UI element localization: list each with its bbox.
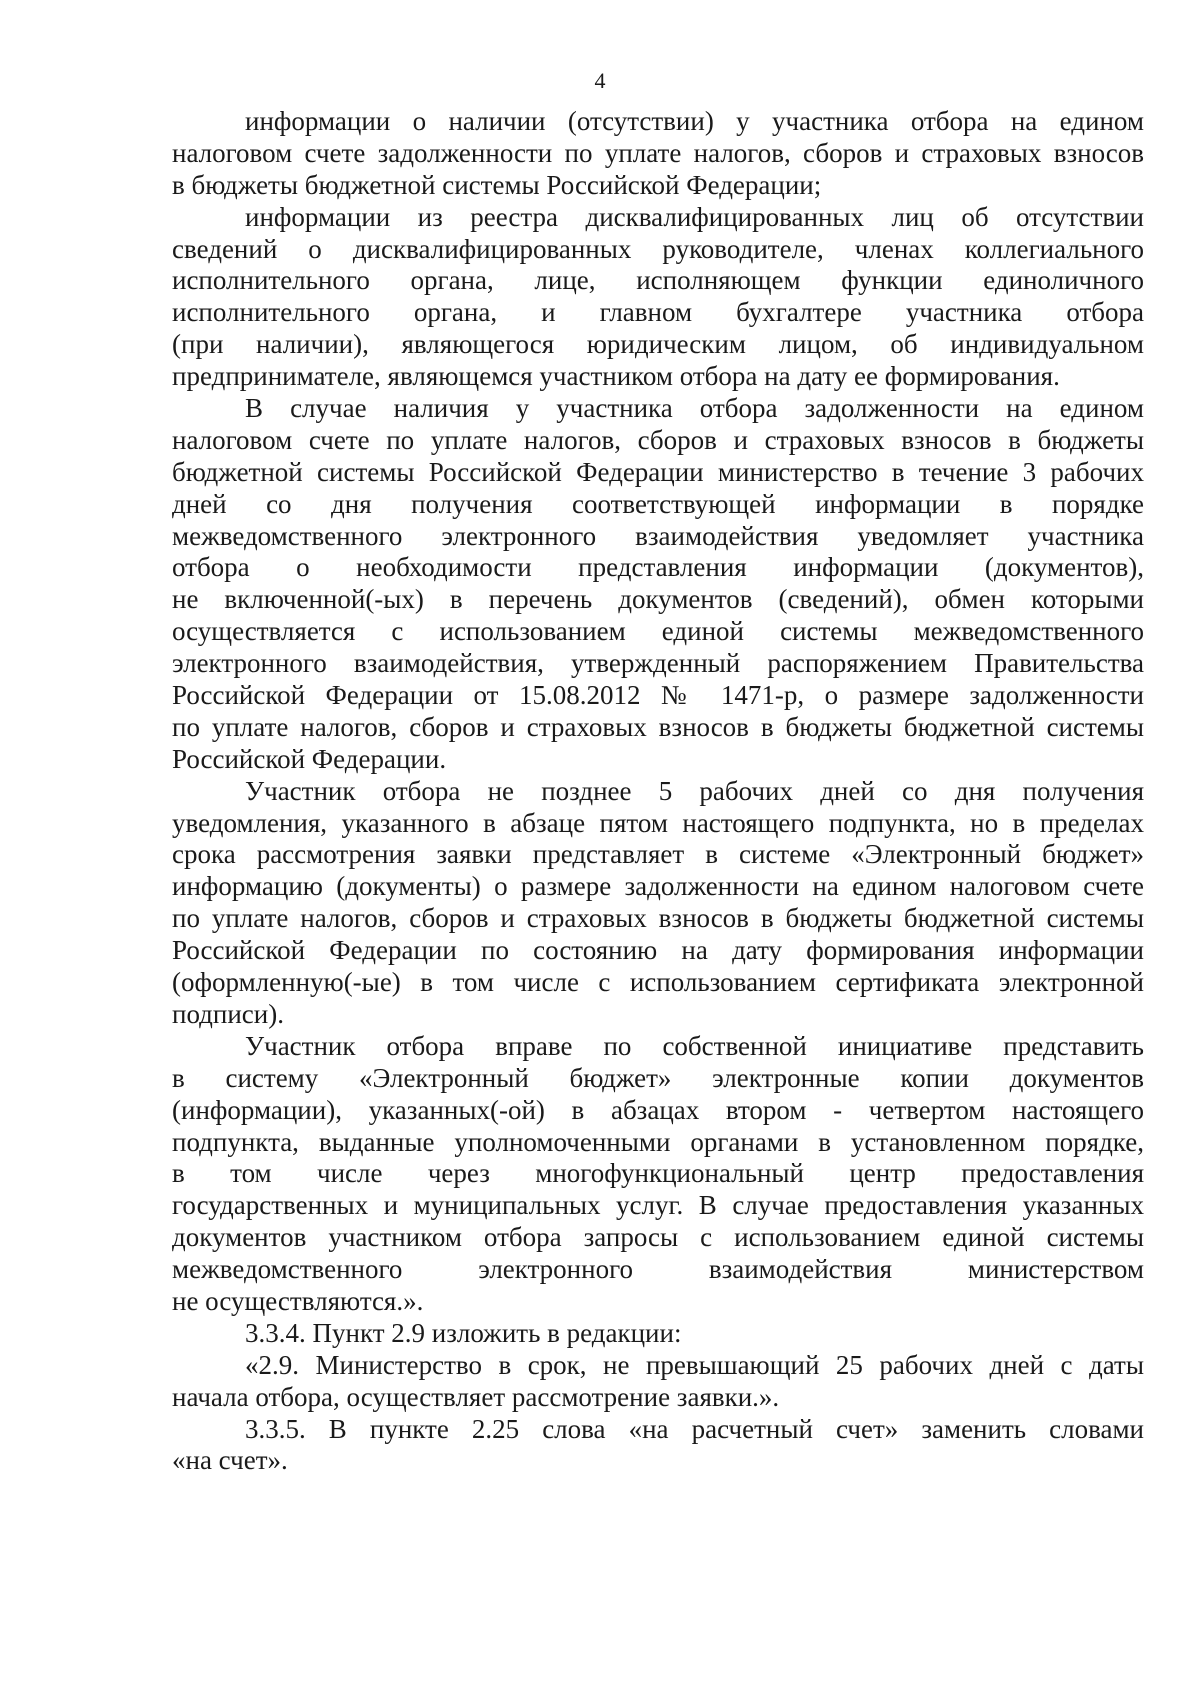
text-line: отбора о необходимости представления информации (документов),	[172, 552, 1144, 583]
text-line: начала отбора, осуществляет рассмотрение заявки.».	[172, 1381, 780, 1412]
text-line: (информации), указанных(-ой) в абзацах втором - четвертом настоящего	[172, 1094, 1144, 1125]
text-line: (оформленную(-ые) в том числе с использованием сертификата электронной	[172, 967, 1144, 998]
text-line: межведомственного электронного взаимодействия уведомляет участника	[172, 520, 1144, 551]
text-line: «на счет».	[172, 1445, 288, 1476]
text-line: Российской Федерации по состоянию на дату формирования информации	[172, 935, 1144, 966]
text-line: срока рассмотрения заявки представляет в системе «Электронный бюджет»	[172, 839, 1144, 870]
paragraph-item-3-3-4	[172, 1318, 1144, 1350]
text-line: В случае наличия у участника отбора задолженности на едином	[245, 393, 1144, 424]
text-line: осуществляется с использованием единой системы межведомственного	[172, 616, 1144, 647]
text-line: не осуществляются.».	[172, 1285, 424, 1316]
text-line: государственных и муниципальных услуг. В случае предоставления указанных	[172, 1190, 1144, 1221]
text-line: Российской Федерации.	[172, 743, 447, 774]
text-line: (при наличии), являющегося юридическим лицом, об индивидуальном	[172, 329, 1144, 360]
text-line: 3.3.5. В пункте 2.25 слова «на расчетный счет» заменить словами	[245, 1413, 1144, 1444]
text-line: подписи).	[172, 998, 284, 1029]
text-line: электронного взаимодействия, утвержденный распоряжением Правительства	[172, 648, 1144, 679]
paragraph-item-2-9	[172, 1350, 1144, 1414]
paragraph-disqualified-registry	[172, 202, 1144, 393]
text-line: уведомления, указанного в абзаце пятом настоящего подпункта, но в пределах	[172, 807, 1144, 838]
paragraph-own-initiative	[172, 1031, 1144, 1318]
text-line: «2.9. Министерство в срок, не превышающий 25 рабочих дней с даты	[245, 1349, 1144, 1380]
paragraph-debt-notification	[172, 393, 1144, 776]
text-line: межведомственного электронного взаимодействия министерством	[172, 1254, 1144, 1285]
text-line: не включенной(-ых) в перечень документов (сведений), обмен которыми	[172, 584, 1144, 615]
text-line: в бюджеты бюджетной системы Российской Федерации;	[172, 169, 822, 200]
text-line: по уплате налогов, сборов и страховых взносов в бюджеты бюджетной системы	[172, 711, 1144, 742]
text-line: исполнительного органа, и главном бухгалтере участника отбора	[172, 297, 1144, 328]
paragraph-item-3-3-5	[172, 1414, 1144, 1478]
text-line: по уплате налогов, сборов и страховых взносов в бюджеты бюджетной системы	[172, 903, 1144, 934]
text-line: в том числе через многофункциональный центр предоставления	[172, 1158, 1144, 1189]
text-line: 3.3.4. Пункт 2.9 изложить в редакции:	[245, 1317, 682, 1348]
text-line: налоговом счете задолженности по уплате налогов, сборов и страховых взносов	[172, 137, 1144, 168]
text-line: Российской Федерации от 15.08.2012 № 1471-р, о размере задолженности	[172, 680, 1144, 711]
text-line: исполнительного органа, лице, исполняющем функции единоличного	[172, 265, 1144, 296]
text-line: налоговом счете по уплате налогов, сборов и страховых взносов в бюджеты	[172, 424, 1144, 455]
page-number: 4	[594, 68, 606, 93]
text-line: Участник отбора вправе по собственной инициативе представить	[245, 1030, 1144, 1061]
document-body	[172, 106, 1144, 1477]
text-line: Участник отбора не позднее 5 рабочих дней со дня получения	[245, 775, 1144, 806]
text-line: информацию (документы) о размере задолженности на едином налоговом счете	[172, 871, 1144, 902]
text-line: бюджетной системы Российской Федерации министерство в течение 3 рабочих	[172, 456, 1144, 487]
text-line: сведений о дисквалифицированных руководителе, членах коллегиального	[172, 233, 1144, 264]
paragraph-participant-submission	[172, 776, 1144, 1031]
text-line: информации из реестра дисквалифицированных лиц об отсутствии	[245, 201, 1144, 232]
paragraph-tax-debt-info	[172, 106, 1144, 202]
text-line: информации о наличии (отсутствии) у участника отбора на едином	[245, 106, 1144, 136]
text-line: в систему «Электронный бюджет» электронные копии документов	[172, 1062, 1144, 1093]
text-line: дней со дня получения соответствующей информации в порядке	[172, 488, 1144, 519]
text-line: предпринимателе, являющемся участником отбора на дату ее формирования.	[172, 361, 1060, 392]
text-line: документов участником отбора запросы с использованием единой системы	[172, 1222, 1144, 1253]
text-line: подпункта, выданные уполномоченными органами в установленном порядке,	[172, 1126, 1144, 1157]
